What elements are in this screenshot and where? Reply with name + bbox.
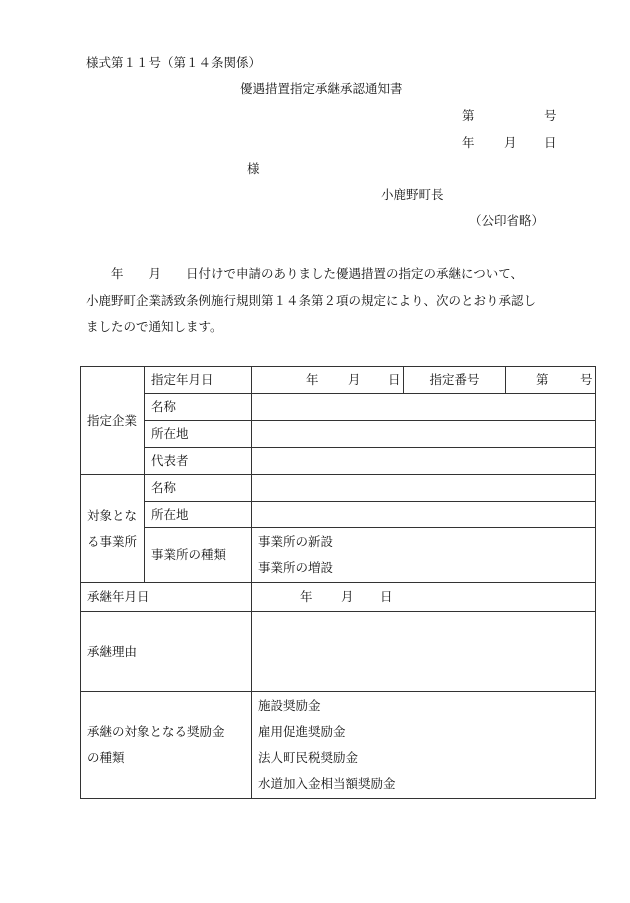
designation-month: 月 xyxy=(348,372,361,387)
target-office-label-line-1: 対象とな xyxy=(87,507,138,523)
designated-company-label: 指定企業 xyxy=(81,367,145,475)
addressee-sama: 様 xyxy=(247,161,260,176)
document-title: 優遇措置指定承継承認通知書 xyxy=(240,81,403,96)
date-day: 日 xyxy=(544,135,557,150)
succession-month: 月 xyxy=(341,589,354,604)
designation-date-label: 指定年月日 xyxy=(145,367,252,394)
designation-number-dai: 第 xyxy=(536,372,549,387)
date-year: 年 xyxy=(462,135,475,150)
office-location-label: 所在地 xyxy=(145,502,252,528)
succession-date-row xyxy=(81,583,596,612)
designation-date-field[interactable] xyxy=(252,367,404,394)
doc-number-go: 号 xyxy=(544,108,557,123)
company-representative-row xyxy=(81,448,596,475)
doc-number-dai: 第 xyxy=(462,108,475,123)
office-type-row xyxy=(81,528,596,583)
succession-year: 年 xyxy=(300,589,313,604)
notification-table xyxy=(80,366,596,799)
succession-date-field[interactable] xyxy=(252,583,596,612)
company-name-field[interactable] xyxy=(252,394,596,421)
office-type-label: 事業所の種類 xyxy=(145,528,252,583)
incentive-type-label-line-2: の種類 xyxy=(87,750,125,765)
designation-number-go: 号 xyxy=(580,372,593,387)
incentive-type-options xyxy=(252,692,596,799)
office-name-row xyxy=(81,475,596,502)
office-location-row xyxy=(81,502,596,528)
incentive-water-supply[interactable]: 水道加入金相当額奨励金 xyxy=(258,776,396,791)
target-office-label-line-2: る事業所 xyxy=(87,533,138,549)
incentive-corporate-tax[interactable]: 法人町民税奨励金 xyxy=(258,750,359,765)
company-name-row xyxy=(81,394,596,421)
date-month: 月 xyxy=(504,135,517,150)
designation-number-label: 指定番号 xyxy=(404,367,506,394)
incentive-type-label xyxy=(81,692,252,799)
issuer-name: 小鹿野町長 xyxy=(381,187,444,202)
office-name-field[interactable] xyxy=(252,475,596,502)
succession-day: 日 xyxy=(380,589,393,604)
company-representative-label: 代表者 xyxy=(145,448,252,475)
office-name-label: 名称 xyxy=(145,475,252,502)
company-location-label: 所在地 xyxy=(145,421,252,448)
incentive-type-label-line-1: 承継の対象となる奨励金 xyxy=(87,724,225,739)
succession-reason-row xyxy=(81,612,596,692)
target-office-label xyxy=(81,475,145,583)
seal-note: （公印省略） xyxy=(469,213,545,228)
designation-day: 日 xyxy=(388,372,401,387)
succession-date-label: 承継年月日 xyxy=(81,583,252,612)
designation-number-field[interactable] xyxy=(506,367,596,394)
company-location-field[interactable] xyxy=(252,421,596,448)
office-type-options xyxy=(252,528,596,583)
designation-date-row xyxy=(81,367,596,394)
incentive-facility[interactable]: 施設奨励金 xyxy=(258,698,321,713)
designation-year: 年 xyxy=(306,372,319,387)
company-location-row xyxy=(81,421,596,448)
company-name-label: 名称 xyxy=(145,394,252,421)
succession-reason-field[interactable] xyxy=(252,612,596,692)
body-line-3: ましたので通知します。 xyxy=(86,319,223,334)
office-location-field[interactable] xyxy=(252,502,596,528)
incentive-employment[interactable]: 雇用促進奨励金 xyxy=(258,724,346,739)
office-type-expansion[interactable]: 事業所の増設 xyxy=(258,560,334,575)
body-line-1: 年 月 日付けで申請のありました優遇措置の指定の承継について、 xyxy=(86,266,524,281)
body-line-2: 小鹿野町企業誘致条例施行規則第１４条第２項の規定により、次のとおり承認し xyxy=(86,293,537,308)
company-representative-field[interactable] xyxy=(252,448,596,475)
incentive-type-row xyxy=(81,692,596,799)
succession-reason-label: 承継理由 xyxy=(81,612,252,692)
office-type-new[interactable]: 事業所の新設 xyxy=(258,534,334,549)
form-number: 様式第１１号（第１４条関係） xyxy=(86,55,262,70)
